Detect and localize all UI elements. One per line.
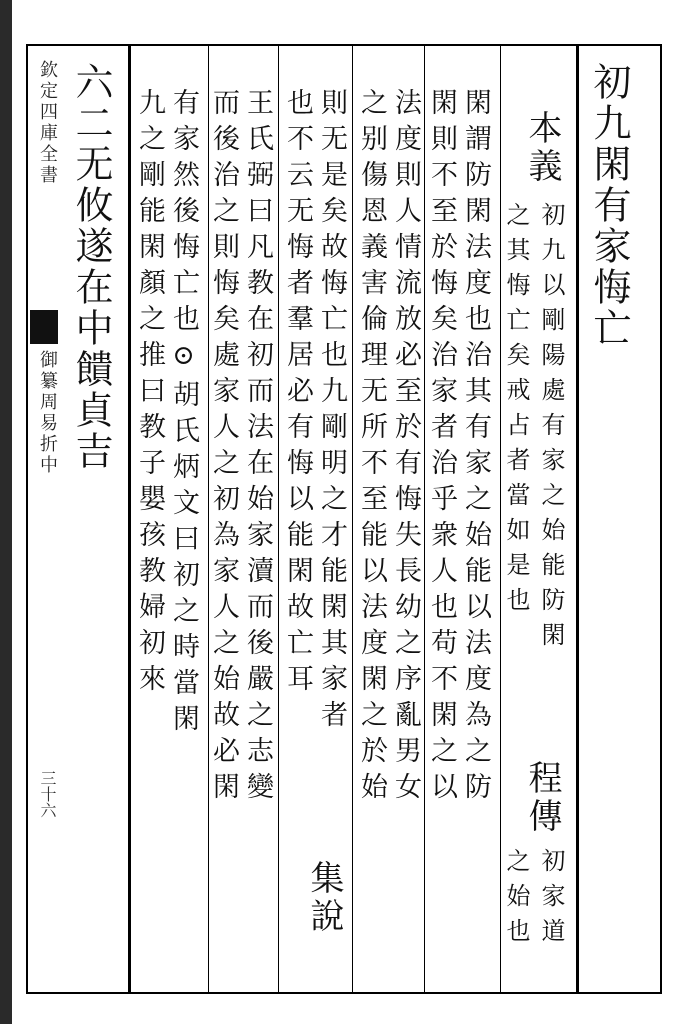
label-benyi: 本義	[522, 110, 562, 186]
benyi-note-left: 之其悔亡矣戒占者當如是也	[502, 202, 530, 622]
text-column: 則无是矣故悔亡也九剛明之才能閑其家者	[316, 88, 347, 736]
page-number: 三十六	[38, 770, 57, 818]
benyi-note-right: 初九以剛陽處有家之始能防閑	[537, 202, 565, 657]
scan-edge-shadow	[0, 0, 12, 1024]
chengzhuan-note-left: 之始也	[502, 848, 530, 953]
column-rule	[500, 44, 501, 994]
label-chengzhuan: 程傳	[522, 760, 562, 836]
text-column: 閑則不至於悔矣治家者治乎衆人也苟不閑之以	[426, 88, 457, 808]
text-column: 有家然後悔亡也⊙胡氏炳文曰初之時當閑	[168, 88, 199, 740]
hexagram-line-heading: 初九閑有家悔亡	[587, 62, 631, 349]
next-line-heading: 六二无攸遂在中饋貞吉	[69, 62, 113, 472]
book-tab-mark	[30, 310, 58, 344]
text-column: 法度則人情流放必至於有悔失長幼之序亂男女	[390, 88, 421, 808]
column-rule	[352, 44, 353, 994]
column-rule	[278, 44, 279, 994]
text-column: 而後治之則悔矣處家人之初為家人之始故必閑	[208, 88, 239, 808]
text-column: 九之剛能閑顏之推曰教子嬰孩教婦初來	[134, 88, 165, 700]
column-rule	[424, 44, 425, 994]
column-rule	[576, 44, 579, 994]
chengzhuan-note-right: 初家道	[537, 848, 565, 953]
text-column: 王氏弼曰凡教在初而法在始家瀆而後嚴之志變	[242, 88, 273, 808]
text-column: 之别傷恩義害倫理无所不至能以法度閑之於始	[356, 88, 387, 808]
margin-book-title: 御纂周易折中	[37, 350, 58, 476]
column-rule	[128, 44, 131, 994]
label-jishuo: 集說	[304, 860, 344, 936]
text-column: 閑謂防閑法度也治其有家之始能以法度為之防	[460, 88, 491, 808]
margin-title: 欽定四庫全書	[37, 60, 58, 186]
text-column: 也不云无悔者羣居必有悔以能閑故亡耳	[282, 88, 313, 700]
